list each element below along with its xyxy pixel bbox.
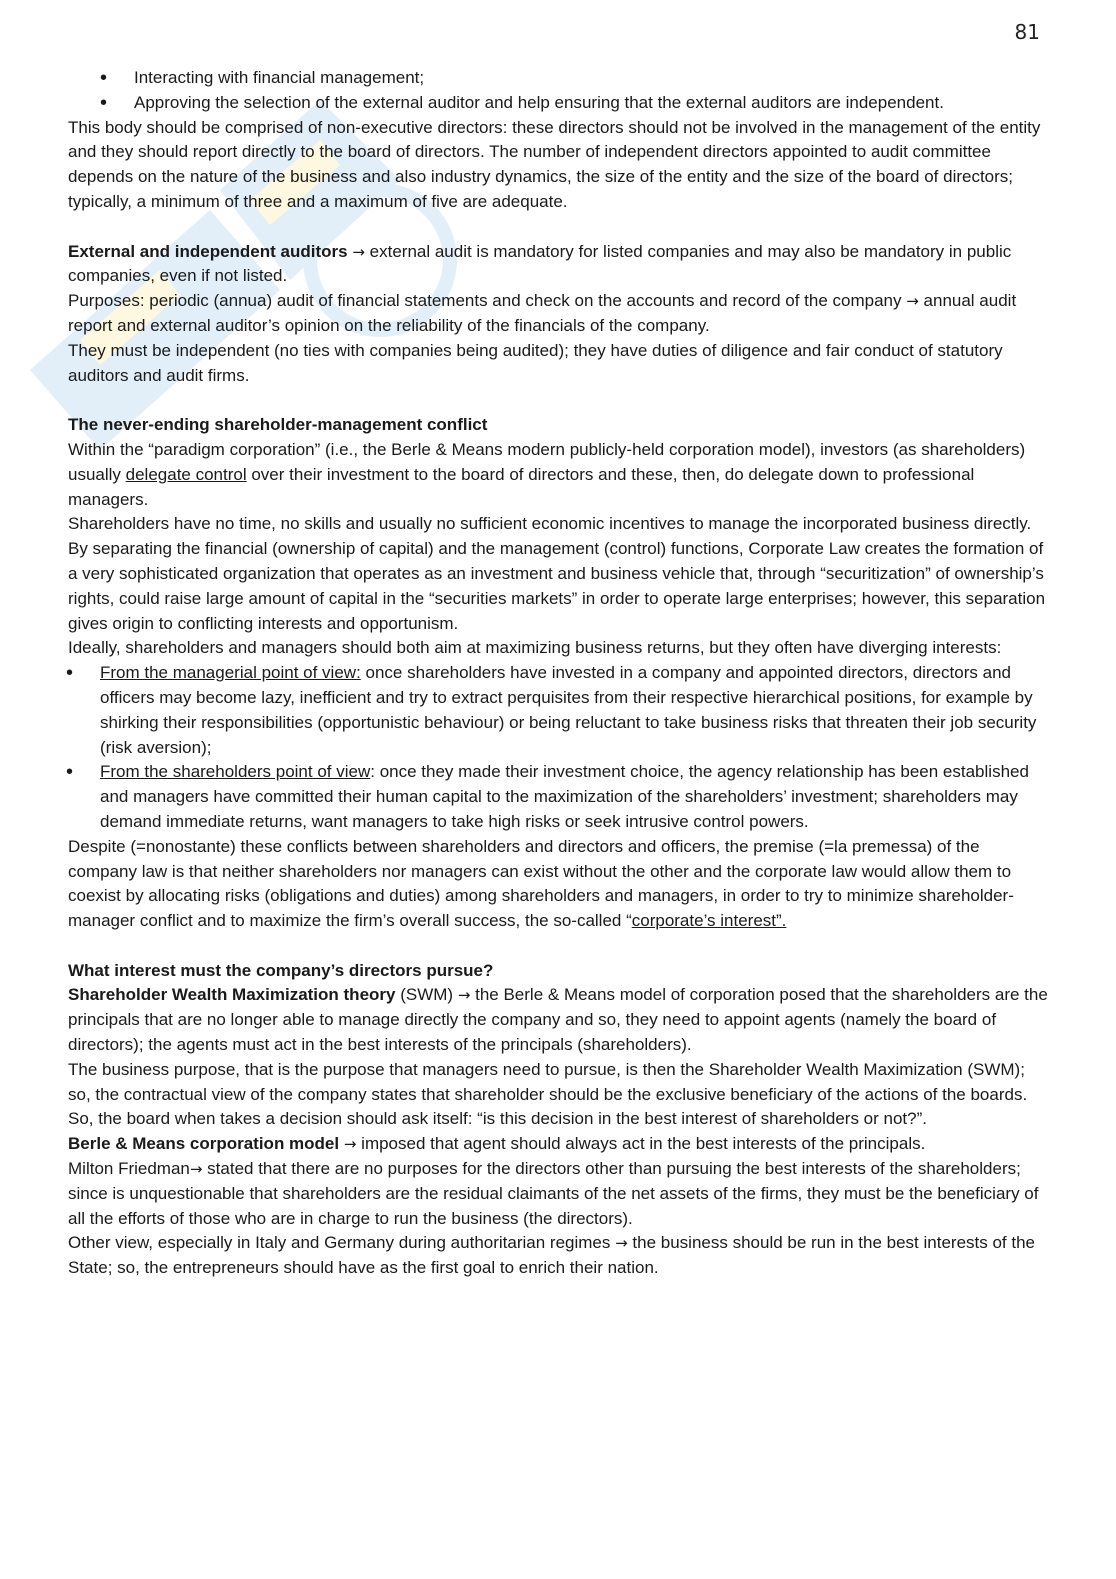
- purposes-text: Purposes: periodic (annua) audit of financial statements and check on the accounts and record of the company: [68, 291, 907, 311]
- bullet-text: : once they made their investment choice, the agency relationship has been established and managers have committed their human capital to the maximization of the shareholders’ investment; shareholders may demand immediate returns, want managers to take high risks or seek intrusive control powers.: [100, 762, 1029, 831]
- swm-heading: Shareholder Wealth Maximization theory: [68, 985, 396, 1005]
- other-view-paragraph: [68, 1231, 1048, 1281]
- arrow-icon: →: [343, 1135, 357, 1154]
- friedman-name: Milton Friedman: [68, 1159, 190, 1179]
- external-auditors-intro: external audit is mandatory for listed companies and may also be mandatory in public companies, even if not listed.: [68, 241, 1012, 286]
- bullet-text: once shareholders have invested in a company and appointed directors, directors and officers may become lazy, inefficient and try to extract perquisites from their respective hierarchical positions, for example by shirking their responsibilities (opportunistic behaviour) or being reluctant to take business risks that threaten their job security (risk aversion);: [100, 663, 1037, 757]
- list-item: [68, 760, 1048, 834]
- bullet-label: From the managerial point of view:: [100, 663, 361, 683]
- berle-means-text: imposed that agent should always act in the best interests of the principals.: [356, 1134, 926, 1154]
- corporate-interest-underlined: corporate’s interest”.: [631, 911, 787, 931]
- external-auditors-heading: External and independent auditors: [68, 241, 348, 261]
- conflict-text: Despite (=nonostante) these conflicts between shareholders and directors and officers, the premise (=la premessa) of the company law is that neither shareholders nor managers can exist without the other and the corporate law would allow them to coexist by allocating risks (obligations and duties) among shareholders and managers, in order to try to minimize shareholder-manager conflict and to maximize the firm’s overall success, the so-called “: [68, 836, 1014, 931]
- friedman-text: stated that there are no purposes for the directors other than pursuing the best interests of the shareholders; since is unquestionable that shareholders are the residual claimants of the net assets of the firms, they must be the beneficiary of all the efforts of those who are in charge to run the business (the directors).: [68, 1159, 1039, 1228]
- audit-committee-paragraph: This body should be comprised of non-executive directors: these directors should not be involved in the management of the entity and they should report directly to the board of directors. The number of independent directors appointed to audit committee depends on the nature of the business and also industry dynamics, the size of the entity and the size of the board of directors; typically, a minimum of three and a maximum of five are adequate.: [68, 117, 1041, 211]
- friedman-paragraph: [68, 1157, 1048, 1231]
- page-content: [68, 66, 1048, 1281]
- conflict-paragraph-2: Shareholders have no time, no skills and usually no sufficient economic incentives to manage the incorporated business directly.: [68, 514, 1032, 534]
- delegate-control-underlined: delegate control: [125, 464, 247, 484]
- independence-paragraph: They must be independent (no ties with companies being audited); they have duties of diligence and fair conduct of statutory auditors and audit firms.: [68, 340, 1003, 385]
- arrow-icon: →: [189, 1160, 203, 1179]
- conflict-bullets: [68, 661, 1048, 835]
- external-auditors-paragraph: [68, 240, 1048, 290]
- arrow-icon: →: [457, 986, 471, 1005]
- other-view-text-cont: the business should be run in the best interests of the State; so, the entrepreneurs should have as the first goal to enrich their nation.: [68, 1233, 1035, 1278]
- berle-means-heading: Berle & Means corporation model: [68, 1134, 340, 1154]
- other-view-text: Other view, especially in Italy and Germany during authoritarian regimes: [68, 1233, 616, 1253]
- conflict-heading: The never-ending shareholder-management conflict: [68, 415, 488, 435]
- audit-committee-bullets: [68, 66, 1048, 116]
- interest-heading: What interest must the company’s directors pursue?: [68, 960, 494, 980]
- swm-paragraph: [68, 983, 1048, 1057]
- business-purpose-paragraph: The business purpose, that is the purpose that managers need to pursue, is then the Shareholder Wealth Maximization (SWM); so, the contractual view of the company states that shareholder should be the exclusive beneficiary of the actions of the boards. So, the board when takes a decision should ask itself: “is this decision in the best interest of shareholders or not?”.: [68, 1059, 1028, 1129]
- berle-means-paragraph: [68, 1132, 1048, 1157]
- arrow-icon: →: [906, 292, 919, 311]
- arrow-icon: →: [352, 242, 365, 261]
- list-item: [68, 661, 1048, 760]
- bullet-label: From the shareholders point of view: [100, 762, 371, 782]
- conflict-paragraph-4: Ideally, shareholders and managers should both aim at maximizing business returns, but they often have diverging interests:: [68, 638, 1002, 658]
- conflict-text: Within the “paradigm corporation” (i.e., the Berle & Means modern publicly-held corporation model), investors (as shareholders) usually: [68, 439, 1026, 484]
- purposes-text-cont: annual audit report and external auditor’s opinion on the reliability of the financials of the company.: [68, 291, 1017, 335]
- purposes-paragraph: [68, 289, 1048, 339]
- list-item: • Approving the selection of the external auditor and help ensuring that the external auditors are independent.: [68, 91, 1048, 116]
- swm-text: the Berle & Means model of corporation posed that the shareholders are the principals that are no longer able to manage directly the company and so, they need to appoint agents (namely the board of directors); the agents must act in the best interests of the principals (shareholders).: [68, 985, 1048, 1055]
- conflict-paragraph-5: [68, 835, 1048, 934]
- list-item: • Interacting with financial management;: [68, 66, 1048, 91]
- conflict-paragraph-3: By separating the financial (ownership of capital) and the management (control) functions, Corporate Law creates the formation of a very sophisticated organization that operates as an investment and business vehicle that, through “securitization” of ownership’s rights, could raise large amount of capital in the “securities markets” in order to operate large enterprises; however, this separation gives origin to conflicting interests and opportunism.: [68, 539, 1046, 633]
- arrow-icon: →: [615, 1234, 628, 1253]
- swm-abbr: (SWM): [395, 985, 458, 1005]
- page-number: 81: [1014, 20, 1040, 44]
- conflict-paragraph-1: [68, 438, 1048, 512]
- conflict-text-cont: over their investment to the board of directors and these, then, do delegate down to professional managers.: [68, 464, 975, 509]
